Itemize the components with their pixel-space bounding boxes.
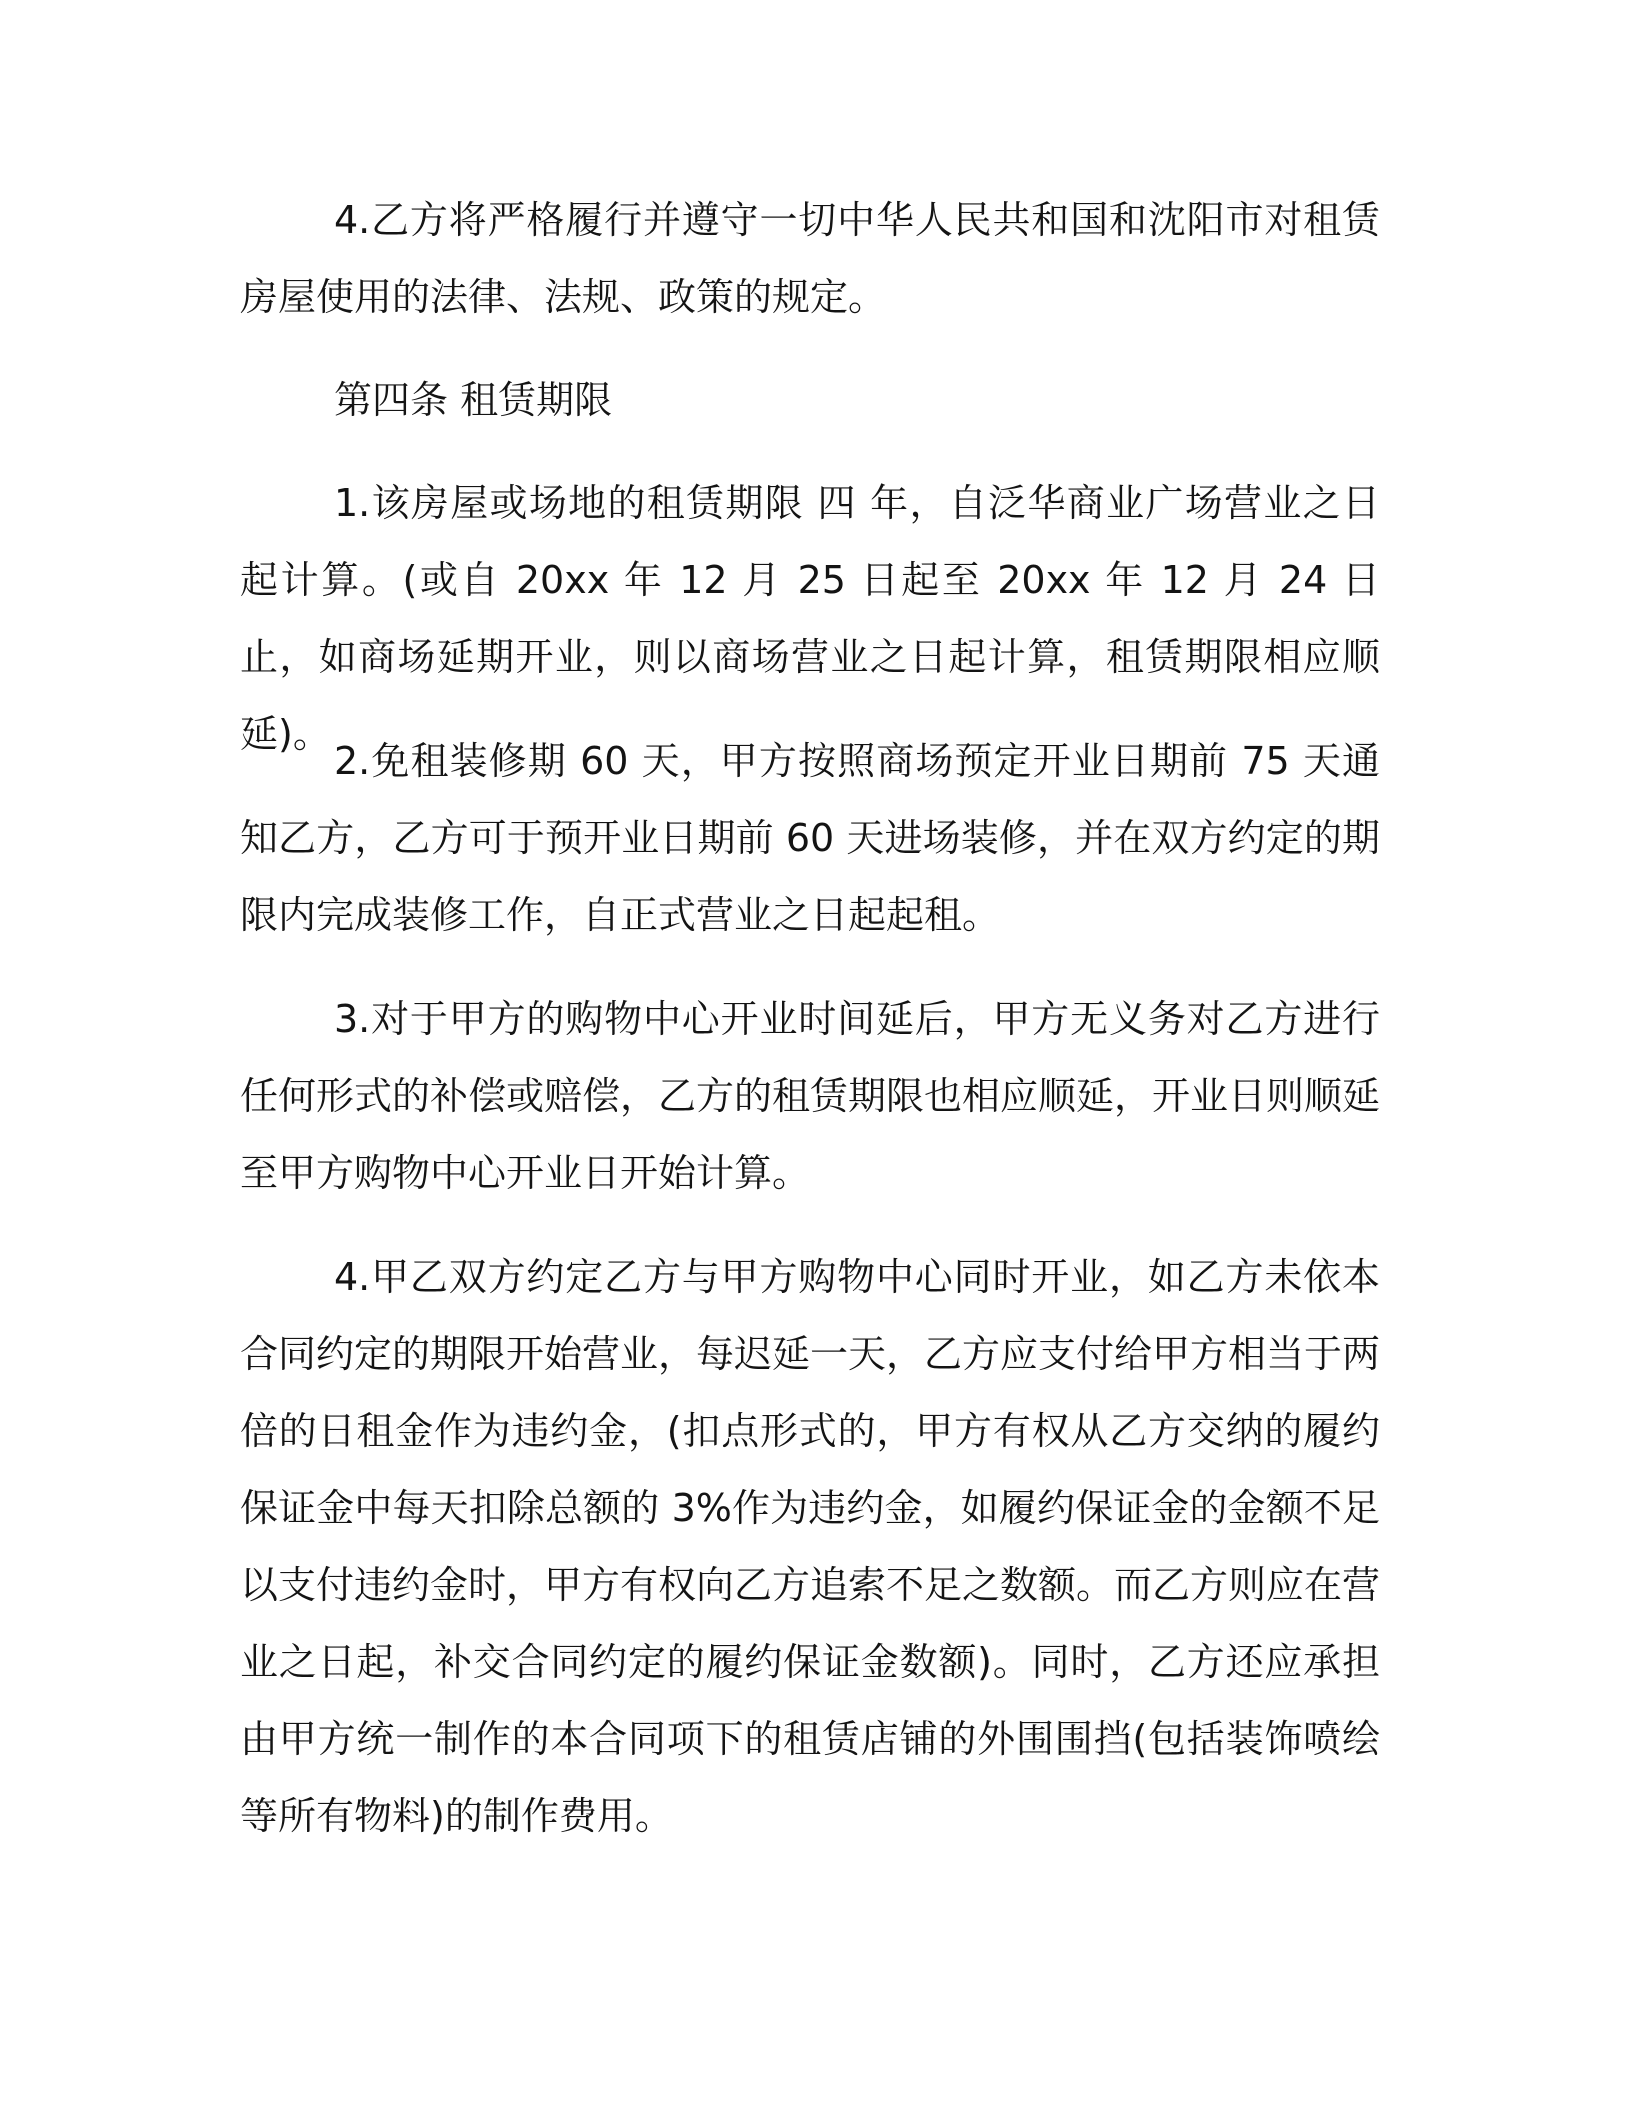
paragraph-text: 4.乙方将严格履行并遵守一切中华人民共和国和沈阳市对租赁房屋使用的法律、法规、政策的规定。 xyxy=(240,198,1380,319)
paragraph-text: 1.该房屋或场地的租赁期限 四 年，自泛华商业广场营业之日起计算。(或自 20xx 年 12 月 25 日起至 20xx 年 12 月 24 日止，如商场延期开业，则以商场营业之日起计算，租赁期限相应顺延)。 xyxy=(240,481,1380,756)
paragraph-compliance xyxy=(240,182,1380,336)
paragraph-term-4 xyxy=(240,1239,1380,1855)
paragraph-term-3 xyxy=(240,981,1380,1212)
article-4-heading xyxy=(240,362,1380,439)
article-title: 第四条 租赁期限 xyxy=(334,378,613,422)
paragraph-text: 2.免租装修期 60 天，甲方按照商场预定开业日期前 75 天通知乙方，乙方可于预开业日期前 60 天进场装修，并在双方约定的期限内完成装修工作，自正式营业之日起起租。 xyxy=(240,739,1380,937)
paragraph-term-2 xyxy=(240,723,1380,954)
paragraph-text: 4.甲乙双方约定乙方与甲方购物中心同时开业，如乙方未依本合同约定的期限开始营业，每迟延一天，乙方应支付给甲方相当于两倍的日租金作为违约金，(扣点形式的，甲方有权从乙方交纳的履约保证金中每天扣除总额的 3%作为违约金，如履约保证金的金额不足以支付违约金时，甲方有权向乙方追索不足之数额。而乙方则应在营业之日起，补交合同约定的履约保证金数额)。同时，乙方还应承担由甲方统一制作的本合同项下的租赁店铺的外围围挡(包括装饰喷绘等所有物料)的制作费用。 xyxy=(240,1255,1381,1838)
paragraph-text: 3.对于甲方的购物中心开业时间延后，甲方无义务对乙方进行任何形式的补偿或赔偿，乙方的租赁期限也相应顺延，开业日则顺延至甲方购物中心开业日开始计算。 xyxy=(240,997,1381,1195)
